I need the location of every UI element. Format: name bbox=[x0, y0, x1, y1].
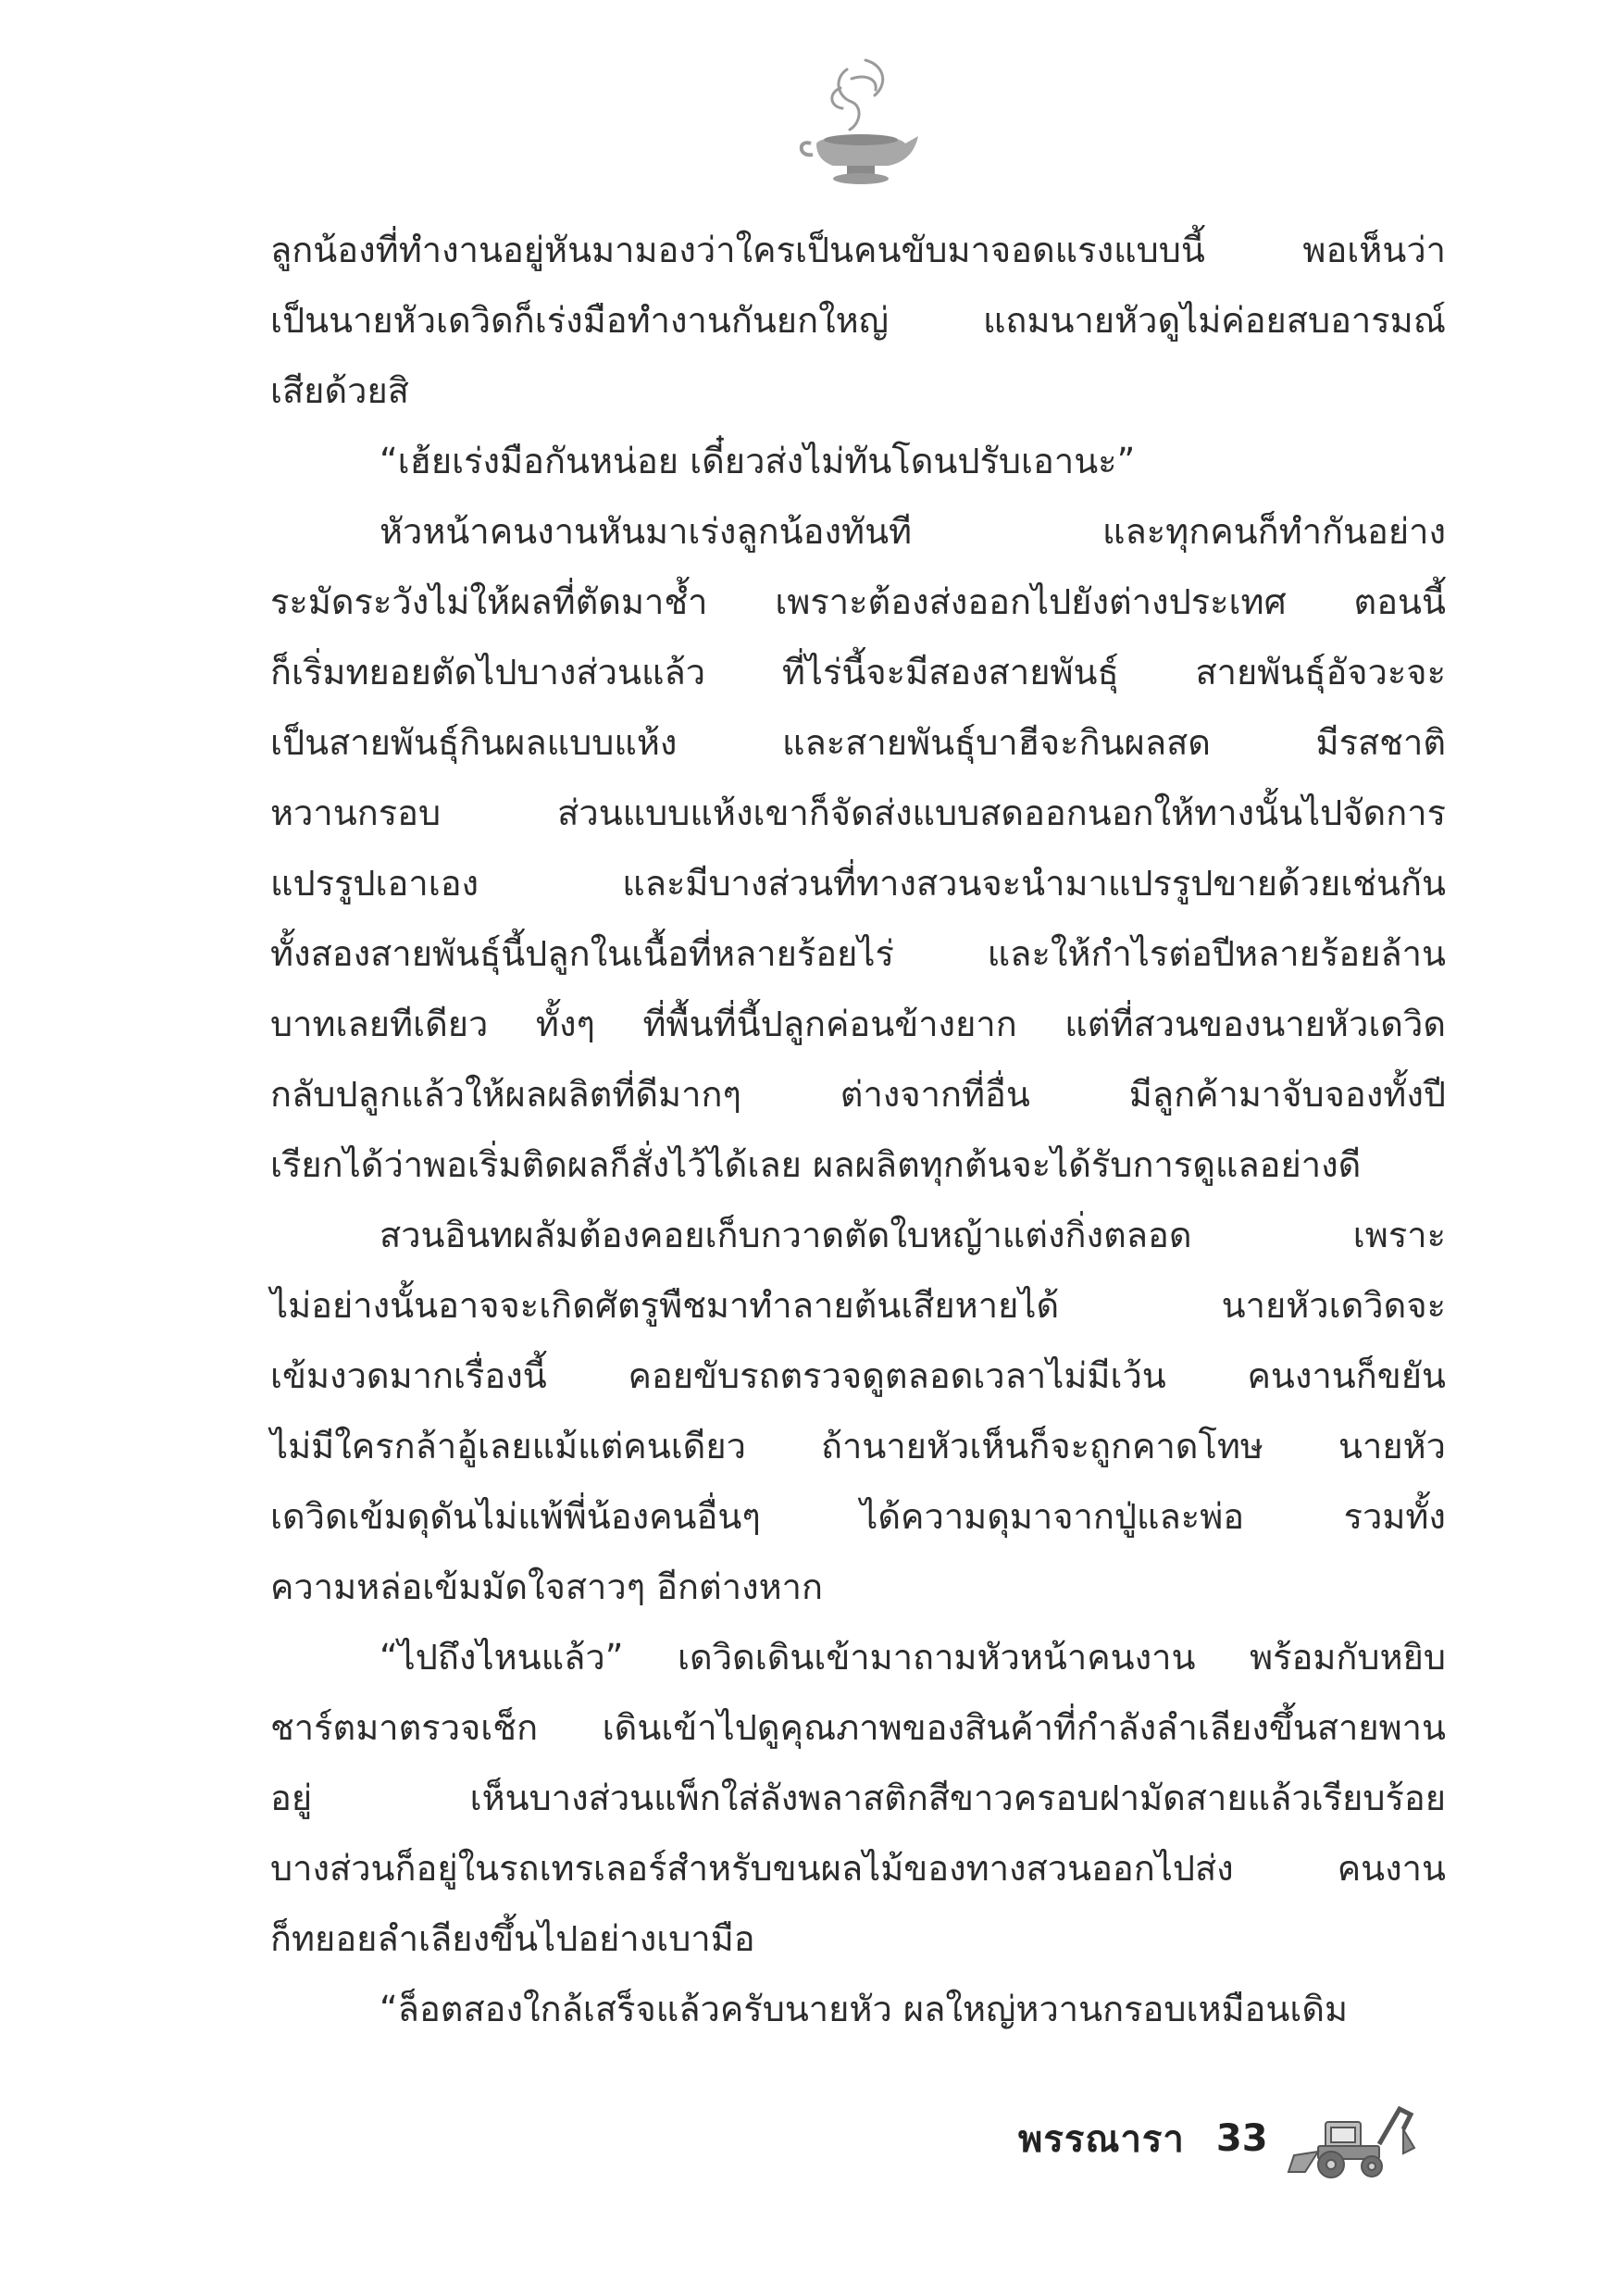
text-line: เป็นสายพันธุ์กินผลแบบแห้ง และสายพันธุ์บาฮีจะกินผลสด มีรสชาติ bbox=[270, 722, 1446, 763]
page-footer bbox=[1018, 2088, 1509, 2190]
text-line: บางส่วนก็อยู่ในรถเทรเลอร์สำหรับขนผลไม้ของทางสวนออกไปส่ง คนงาน bbox=[270, 1848, 1446, 1889]
text-line: ความหล่อเข้มมัดใจสาวๆ อีกต่างหาก bbox=[270, 1566, 824, 1607]
genie-lamp-icon bbox=[796, 51, 926, 190]
text-line: ไม่มีใครกล้าอู้เลยแม้แต่คนเดียว ถ้านายหัวเห็นก็จะถูกคาดโทษ นายหัว bbox=[270, 1426, 1446, 1466]
text-line: กลับปลูกแล้วให้ผลผลิตที่ดีมากๆ ต่างจากที่อื่น มีลูกค้ามาจับจองทั้งปี bbox=[270, 1074, 1446, 1115]
text-line: หวานกรอบ ส่วนแบบแห้งเขาก็จัดส่งแบบสดออกนอกให้ทางนั้นไปจัดการ bbox=[270, 792, 1446, 833]
text-line: “ไปถึงไหนแล้ว” เดวิดเดินเข้ามาถามหัวหน้าคนงาน พร้อมกับหยิบ bbox=[380, 1637, 1446, 1678]
body-text bbox=[270, 215, 1446, 2044]
text-line: ระมัดระวังไม่ให้ผลที่ตัดมาช้ำ เพราะต้องส่งออกไปยังต่างประเทศ ตอนนี้ bbox=[270, 581, 1446, 622]
text-line: เรียกได้ว่าพอเริ่มติดผลก็สั่งไว้ได้เลย ผลผลิตทุกต้นจะได้รับการดูแลอย่างดี bbox=[270, 1144, 1362, 1185]
page-number: 33 bbox=[1215, 2117, 1268, 2160]
text-line: เดวิดเข้มดุดันไม่แพ้พี่น้องคนอื่นๆ ได้ความดุมาจากปู่และพ่อ รวมทั้ง bbox=[270, 1496, 1446, 1537]
text-line: ชาร์ตมาตรวจเช็ก เดินเข้าไปดูคุณภาพของสินค้าที่กำลังลำเลียงขึ้นสายพาน bbox=[270, 1707, 1446, 1748]
text-line: เสียด้วยสิ bbox=[270, 370, 409, 411]
text-line: ลูกน้องที่ทำงานอยู่หันมามองว่าใครเป็นคนขับมาจอดแรงแบบนี้ พอเห็นว่า bbox=[270, 230, 1446, 270]
text-line: ก็ทยอยลำเลียงขึ้นไปอย่างเบามือ bbox=[270, 1918, 755, 1959]
text-line: ทั้งสองสายพันธุ์นี้ปลูกในเนื้อที่หลายร้อยไร่ และให้กำไรต่อปีหลายร้อยล้าน bbox=[270, 933, 1446, 974]
text-line: อยู่ เห็นบางส่วนแพ็กใส่ลังพลาสติกสีขาวครอบฝามัดสายแล้วเรียบร้อย bbox=[270, 1778, 1446, 1818]
text-line: แปรรูปเอาเอง และมีบางส่วนที่ทางสวนจะนำมาแปรรูปขายด้วยเช่นกัน bbox=[270, 863, 1446, 904]
text-line: ก็เริ่มทยอยตัดไปบางส่วนแล้ว ที่ไร่นี้จะมีสองสายพันธุ์ สายพันธุ์อัจวะจะ bbox=[270, 652, 1446, 693]
text-line: บาทเลยทีเดียว ทั้งๆ ที่พื้นที่นี้ปลูกค่อนข้างยาก แต่ที่สวนของนายหัวเดวิด bbox=[270, 1004, 1446, 1044]
text-line: สวนอินทผลัมต้องคอยเก็บกวาดตัดใบหญ้าแต่งกิ่งตลอด เพราะ bbox=[380, 1215, 1446, 1255]
text-line: “เฮ้ยเร่งมือกันหน่อย เดี๋ยวส่งไม่ทันโดนปรับเอานะ” bbox=[380, 441, 1136, 481]
backhoe-tractor-icon bbox=[1281, 2092, 1420, 2185]
book-title: พรรณารา bbox=[1018, 2118, 1185, 2161]
text-line: หัวหน้าคนงานหันมาเร่งลูกน้องทันที และทุกคนก็ทำกันอย่าง bbox=[380, 511, 1446, 552]
text-line: ไม่อย่างนั้นอาจจะเกิดศัตรูพืชมาทำลายต้นเสียหายได้ นายหัวเดวิดจะ bbox=[270, 1285, 1446, 1326]
text-line: เป็นนายหัวเดวิดก็เร่งมือทำงานกันยกใหญ่ แถมนายหัวดูไม่ค่อยสบอารมณ์ bbox=[270, 300, 1446, 341]
text-line: เข้มงวดมากเรื่องนี้ คอยขับรถตรวจดูตลอดเวลาไม่มีเว้น คนงานก็ขยัน bbox=[270, 1355, 1446, 1396]
text-line: “ล็อตสองใกล้เสร็จแล้วครับนายหัว ผลใหญ่หวานกรอบเหมือนเดิม bbox=[380, 1989, 1349, 2029]
